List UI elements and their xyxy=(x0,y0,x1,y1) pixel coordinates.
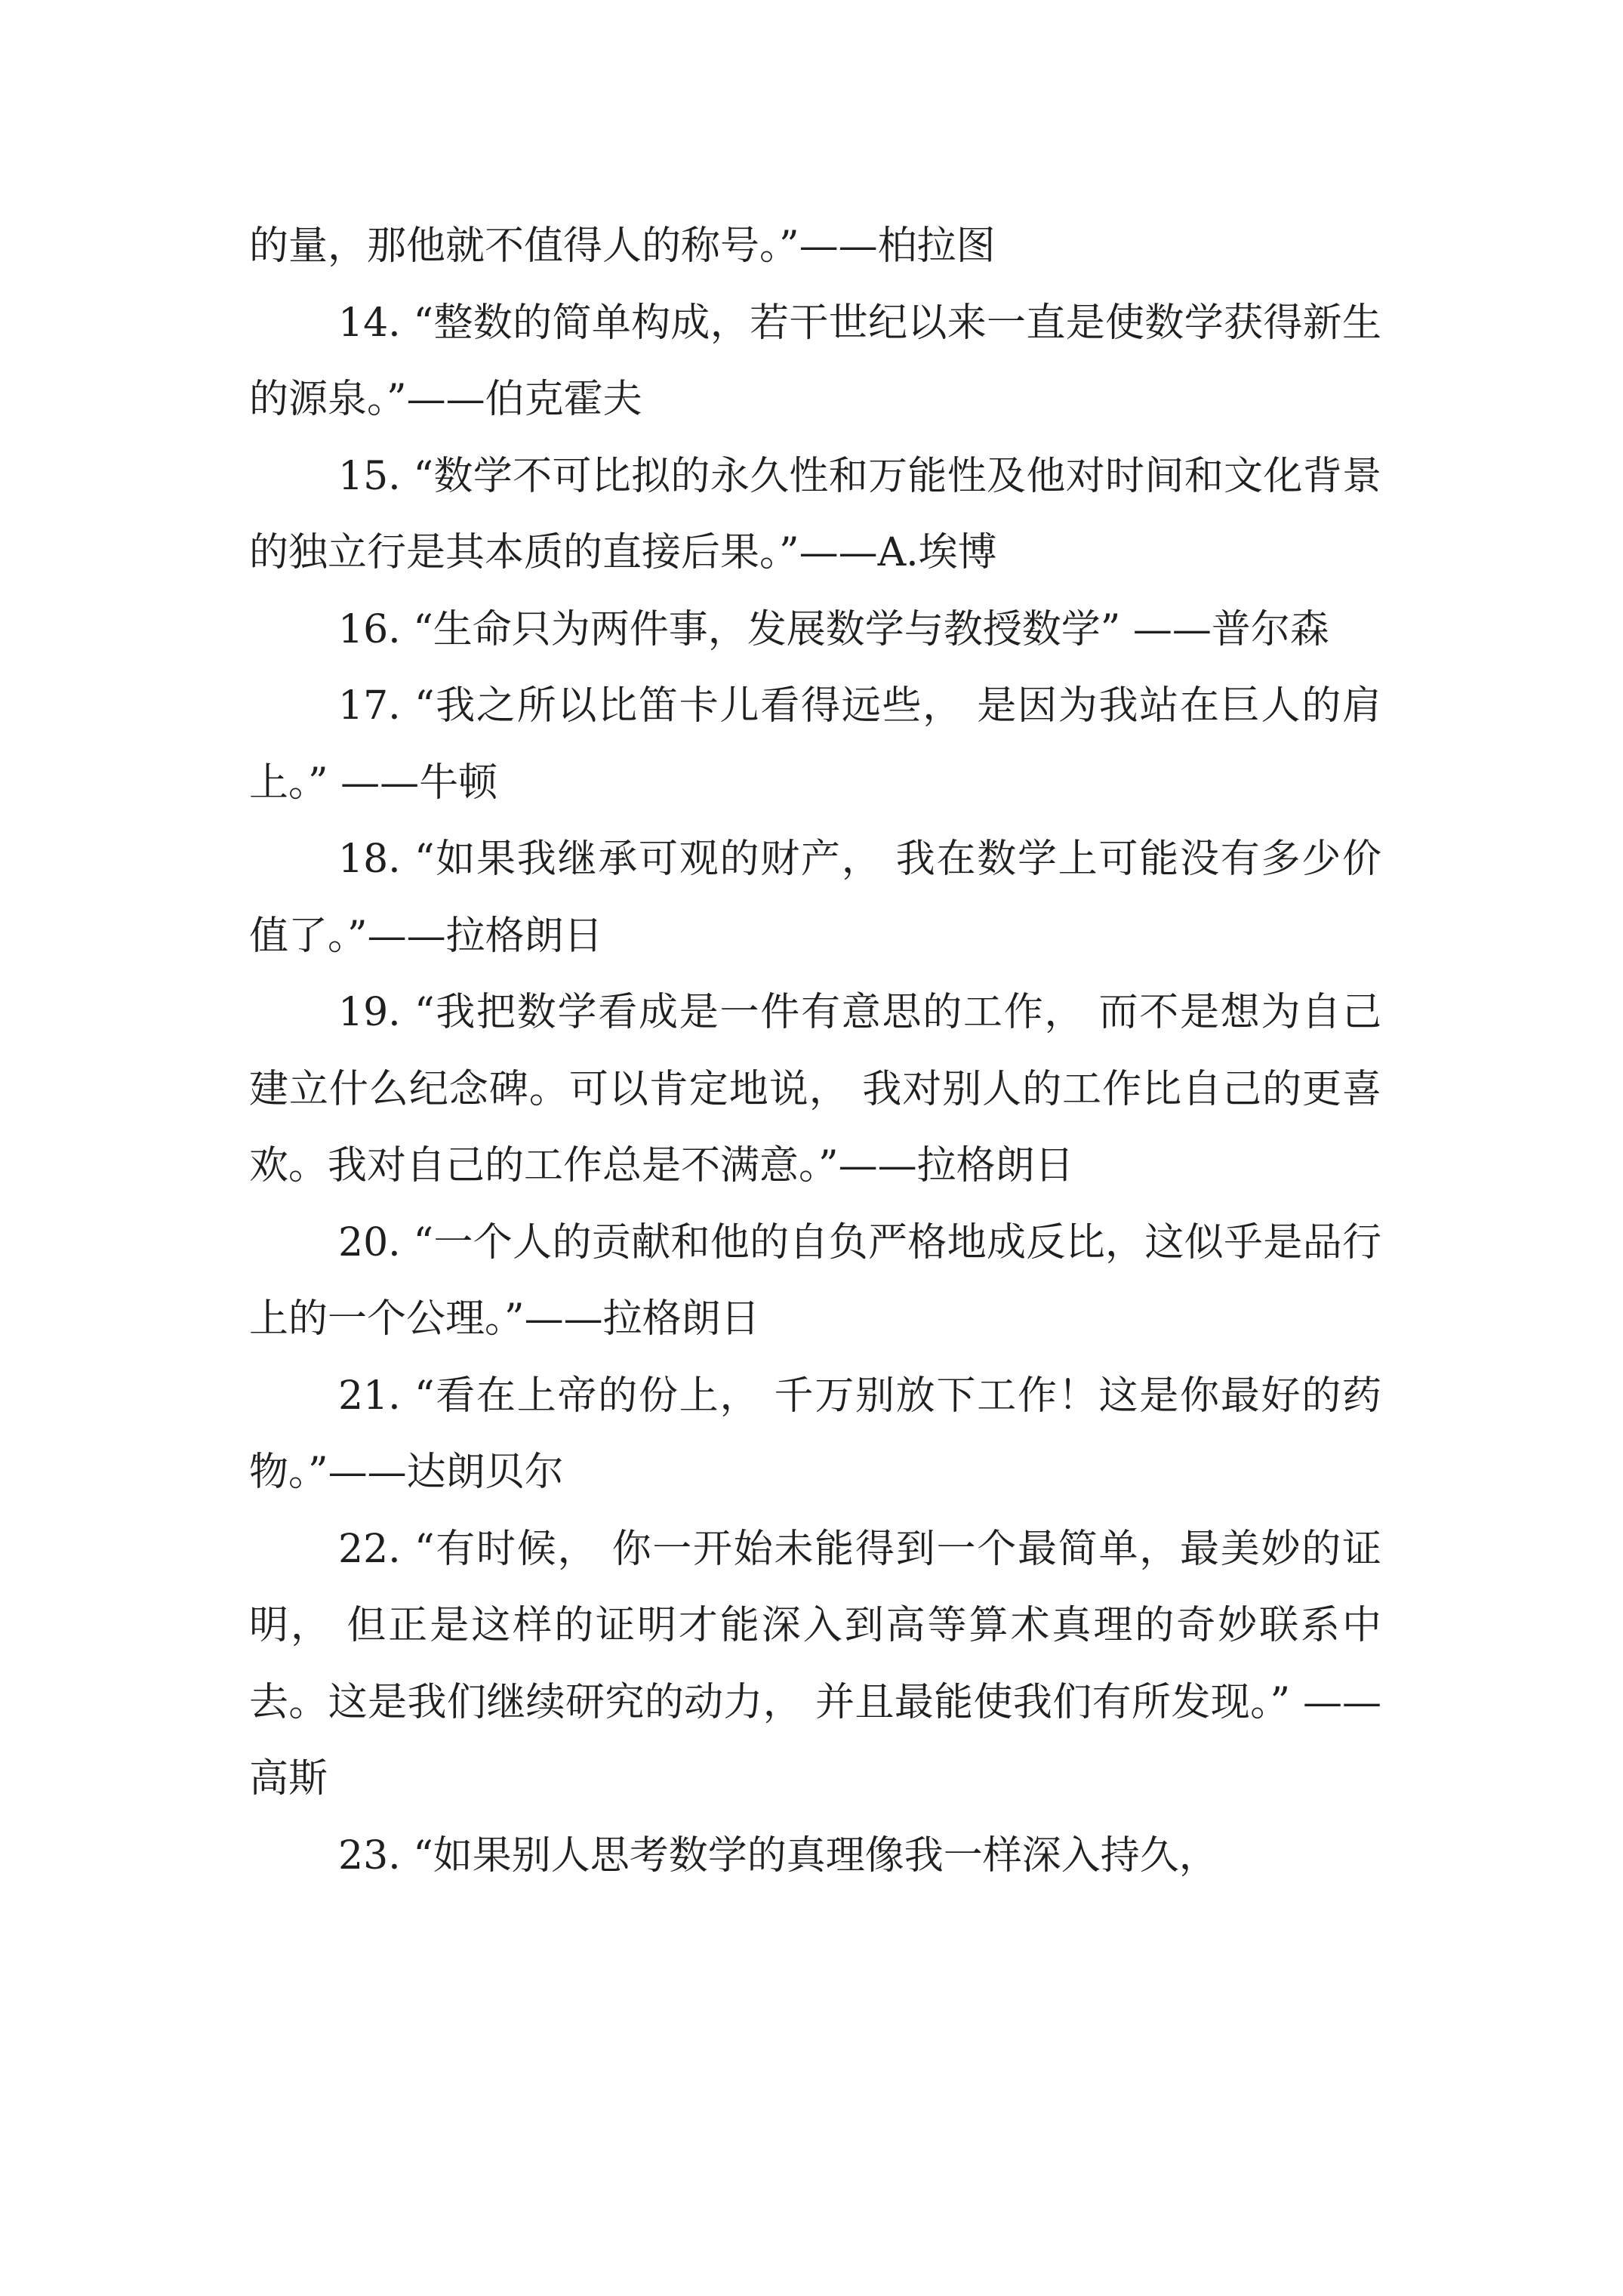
quote-22: 22. “有时候， 你一开始未能得到一个最简单，最美妙的证明， 但正是这样的证明才能深入到高等算术真理的奇妙联系中去。这是我们继续研究的动力， 并且最能使我们有所发现。” ——高斯 xyxy=(249,1526,1381,1801)
document-body xyxy=(249,208,1381,1894)
quote-19: 19. “我把数学看成是一件有意思的工作， 而不是想为自己建立什么纪念碑。可以肯定地说， 我对别人的工作比自己的更喜欢。我对自己的工作总是不满意。”——拉格朗日 xyxy=(249,990,1381,1188)
quote-18: 18. “如果我继承可观的财产， 我在数学上可能没有多少价值了。”——拉格朗日 xyxy=(249,837,1381,959)
paragraph-continuation-13: 的量，那他就不值得人的称号。”——柏拉图 xyxy=(249,223,996,269)
quote-16: 16. “生命只为两件事，发展数学与教授数学” ——普尔森 xyxy=(338,606,1329,652)
quote-14: 14. “整数的简单构成，若干世纪以来一直是使数学获得新生的源泉。”——伯克霍夫 xyxy=(249,300,1381,422)
quote-23: 23. “如果别人思考数学的真理像我一样深入持久， xyxy=(338,1832,1218,1878)
quote-20: 20. “一个人的贡献和他的自负严格地成反比，这似乎是品行上的一个公理。”——拉格朗日 xyxy=(249,1219,1381,1342)
quote-21: 21. “看在上帝的份上， 千万别放下工作！这是你最好的药物。”——达朗贝尔 xyxy=(249,1373,1381,1495)
quote-17: 17. “我之所以比笛卡儿看得远些， 是因为我站在巨人的肩上。” ——牛顿 xyxy=(249,683,1381,806)
quote-15: 15. “数学不可比拟的永久性和万能性及他对时间和文化背景的独立行是其本质的直接后果。”——A.埃博 xyxy=(249,453,1381,575)
